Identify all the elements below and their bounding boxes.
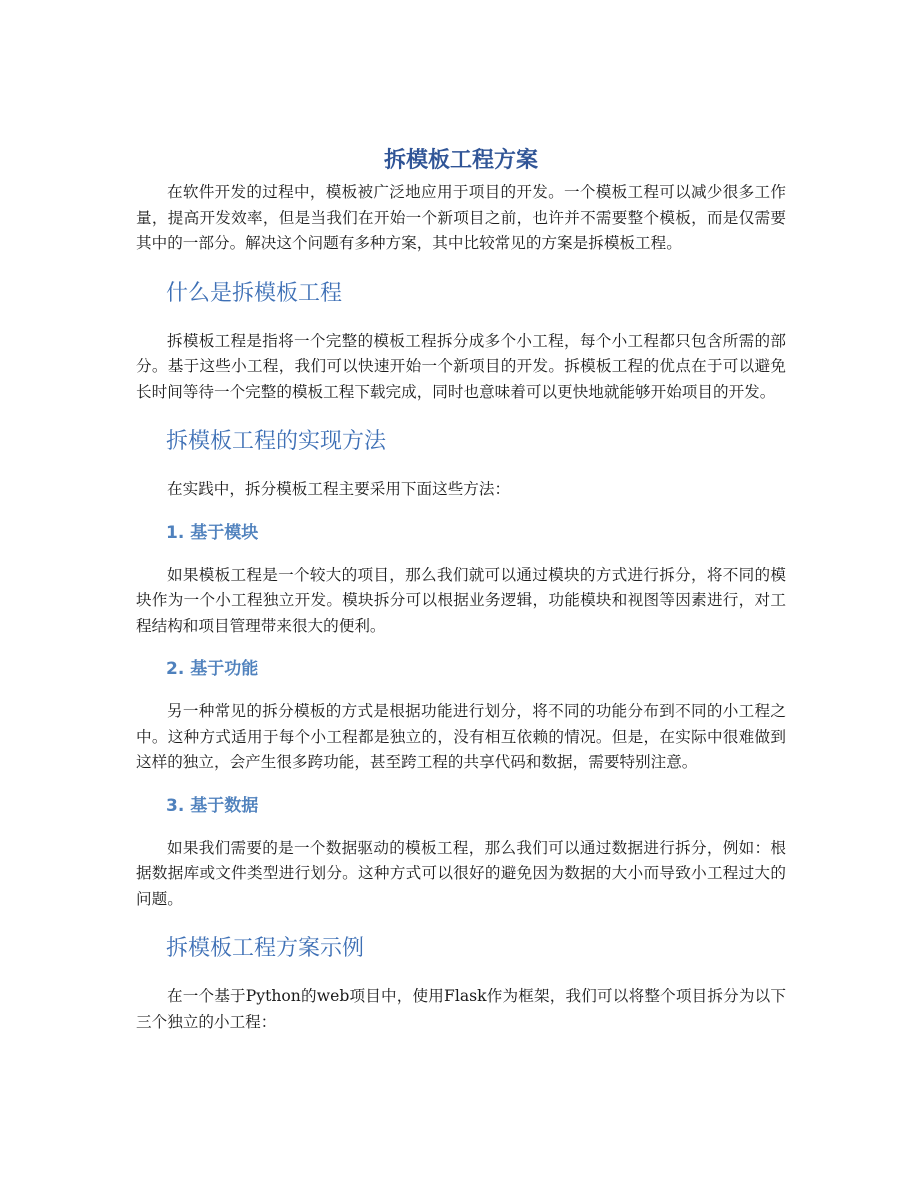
method-heading-module: 1. 基于模块 xyxy=(166,522,259,543)
intro-paragraph: 在软件开发的过程中，模板被广泛地应用于项目的开发。一个模板工程可以减少很多工作量，提高开发效率，但是当我们在开始一个新项目之前，也许并不需要整个模板，而是仅需要其中的一部分。解决这个问题有多种方案，其中比较常见的方案是拆模板工程。 xyxy=(136,183,786,252)
section-paragraph-what-is: 拆模板工程是指将一个完整的模板工程拆分成多个小工程，每个小工程都只包含所需的部分。基于这些小工程，我们可以快速开始一个新项目的开发。拆模板工程的优点在于可以避免长时间等待一个完整的模板工程下载完成，同时也意味着可以更快地就能够开始项目的开发。 xyxy=(136,331,786,401)
section-heading-what-is: 什么是拆模板工程 xyxy=(166,280,343,306)
document-body xyxy=(136,140,786,1035)
section-heading-methods: 拆模板工程的实现方法 xyxy=(166,429,387,454)
document-title: 拆模板工程方案 xyxy=(383,147,538,173)
method-heading-data: 3. 基于数据 xyxy=(166,795,259,816)
section-paragraph-methods: 在实践中，拆分模板工程主要采用下面这些方法： xyxy=(167,480,511,498)
section-paragraph-example: 在一个基于Python的web项目中，使用Flask作为框架，我们可以将整个项目拆分为以下三个独立的小工程： xyxy=(136,987,786,1031)
method-heading-function: 2. 基于功能 xyxy=(166,659,259,679)
method-paragraph-module: 如果模板工程是一个较大的项目，那么我们就可以通过模块的方式进行拆分，将不同的模块作为一个小工程独立开发。模块拆分可以根据业务逻辑，功能模块和视图等因素进行，对工程结构和项目管理带来很大的便利。 xyxy=(136,565,786,635)
method-paragraph-data: 如果我们需要的是一个数据驱动的模板工程，那么我们可以通过数据进行拆分，例如：根据数据库或文件类型进行划分。这种方式可以很好的避免因为数据的大小而导致小工程过大的问题。 xyxy=(136,838,786,908)
section-heading-example: 拆模板工程方案示例 xyxy=(166,936,365,961)
method-paragraph-function: 另一种常见的拆分模板的方式是根据功能进行划分，将不同的功能分布到不同的小工程之中。这种方式适用于每个小工程都是独立的，没有相互依赖的情况。但是，在实际中很难做到这样的独立，会产生很多跨功能，甚至跨工程的共享代码和数据，需要特别注意。 xyxy=(136,702,786,771)
